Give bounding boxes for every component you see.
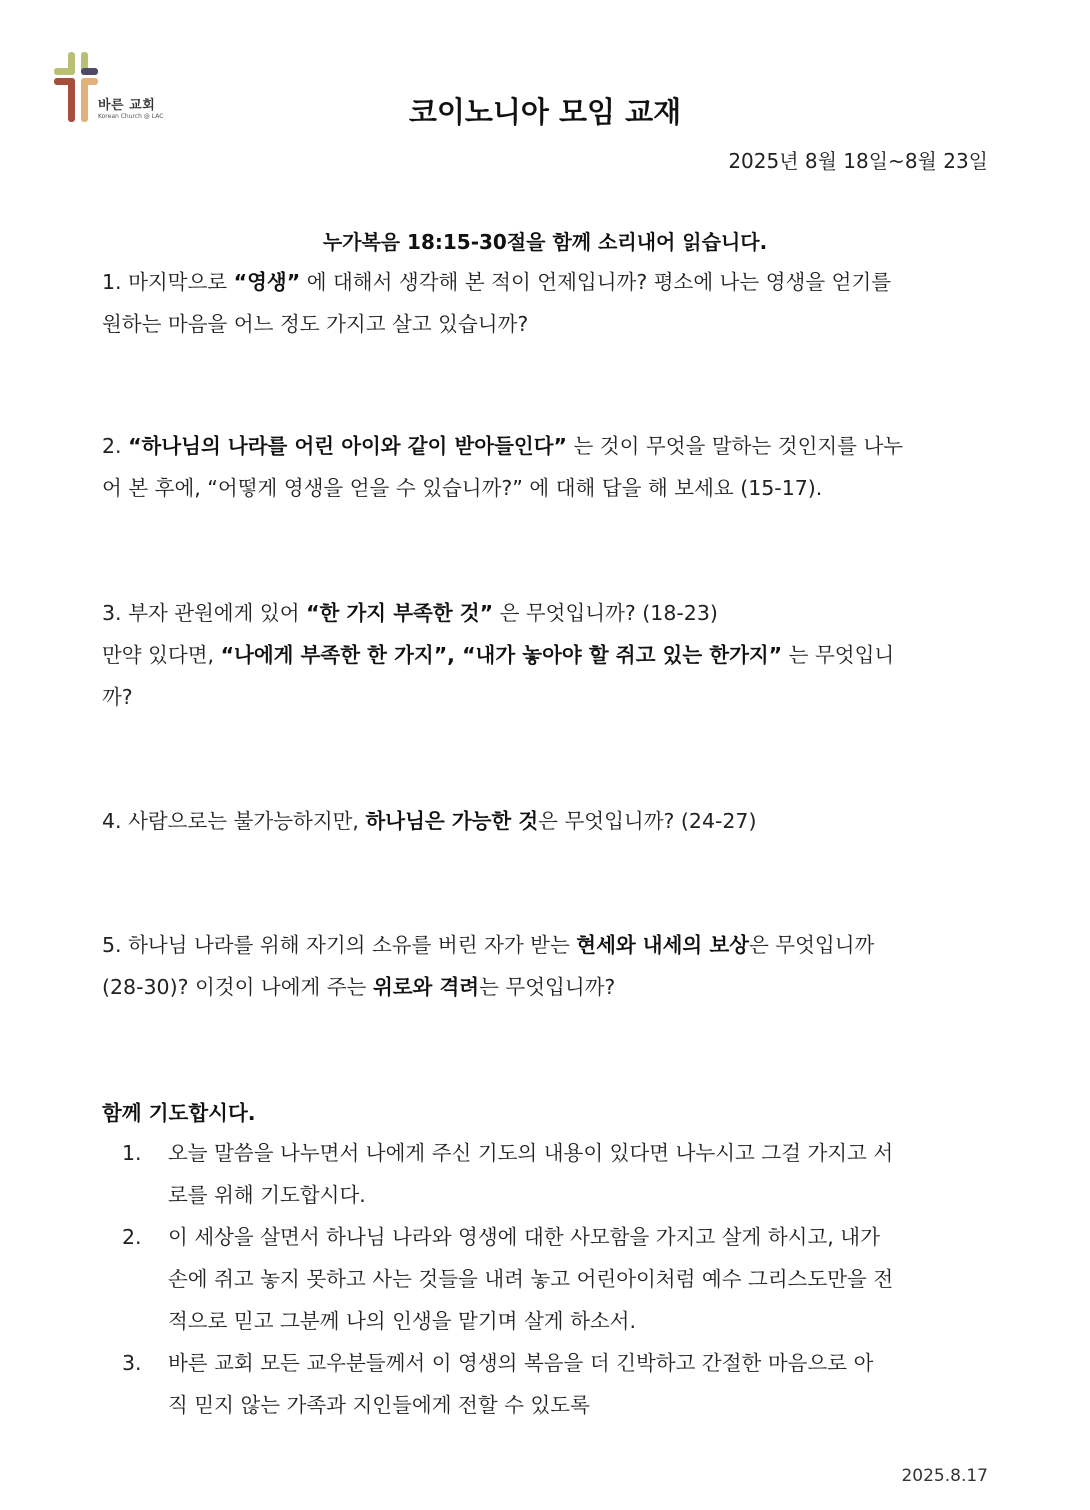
question-line (102, 425, 994, 467)
question-line (102, 676, 994, 718)
prayer-item-text (168, 1132, 994, 1216)
prayer-item-text (168, 1216, 994, 1342)
body-text: 은 무엇입니까 (748, 933, 875, 957)
question-line (102, 634, 994, 676)
prayer-line: 오늘 말씀을 나누면서 나에게 주신 기도의 내용이 있다면 나누시고 그걸 가지고 서 (168, 1141, 894, 1165)
question-line (102, 800, 994, 842)
prayer-line: 적으로 믿고 그분께 나의 인생을 맡기며 살게 하소서. (168, 1309, 636, 1333)
body-text: 는 무엇입니까? (479, 975, 616, 999)
body-text: 에 대해서 생각해 본 적이 언제입니까? 평소에 나는 영생을 얻기를 (300, 270, 892, 294)
body-text: 5. 하나님 나라를 위해 자기의 소유를 버린 자가 받는 (102, 933, 577, 957)
body-text: 어 본 후에, “어떻게 영생을 얻을 수 있습니까?” 에 대해 답을 해 보세요 (15-17). (102, 476, 823, 500)
body-text: 원하는 마음을 어느 정도 가지고 살고 있습니까? (102, 312, 529, 336)
body-text: 3. 부자 관원에게 있어 (102, 601, 307, 625)
logo-cross-bar (81, 68, 98, 75)
church-subtitle: Korean Church @ LAC (98, 113, 164, 120)
logo-cross-bar (54, 68, 75, 75)
footer-date: 2025.8.17 (901, 1466, 988, 1486)
prayer-line: 직 믿지 않는 가족과 지인들에게 전할 수 있도록 (168, 1393, 590, 1417)
emphasis-text: “하나님의 나라를 어린 아이와 같이 받아들인다” (128, 434, 567, 458)
question-line (102, 924, 994, 966)
body-text: (28-30)? 이것이 나에게 주는 (102, 975, 373, 999)
document-date: 2025년 8월 18일~8월 23일 (728, 149, 988, 173)
question-line (102, 261, 994, 303)
prayer-item-text (168, 1342, 994, 1426)
body-text: 은 무엇입니까? (18-23) (493, 601, 718, 625)
document-title: 코이노니아 모임 교재 (408, 95, 682, 129)
question-line (102, 303, 994, 345)
emphasis-text: 하나님은 가능한 것 (365, 809, 539, 833)
reading-instruction: 누가복음 18:15-30절을 함께 소리내어 읽습니다. (322, 230, 768, 254)
body-text: 2. (102, 434, 129, 458)
prayer-item-number: 1. (122, 1141, 142, 1165)
emphasis-text: “나에게 부족한 한 가지”, “내가 놓아야 할 쥐고 있는 한가지” (220, 643, 783, 667)
question-line (102, 467, 994, 509)
emphasis-text: “한 가지 부족한 것” (306, 601, 494, 625)
body-text: 는 것이 무엇을 말하는 것인지를 나누 (566, 434, 904, 458)
question-2 (102, 425, 994, 509)
body-text: 4. 사람으로는 불가능하지만, (102, 809, 366, 833)
emphasis-text: “영생” (233, 270, 301, 294)
body-text: 까? (102, 685, 133, 709)
body-text: 만약 있다면, (102, 643, 221, 667)
question-4 (102, 800, 994, 842)
church-name: 바른 교회 (98, 98, 156, 113)
question-1 (102, 261, 994, 345)
prayer-line: 손에 쥐고 놓지 못하고 사는 것들을 내려 놓고 어린아이처럼 예수 그리스도만을 전 (168, 1267, 894, 1291)
prayer-line: 로를 위해 기도합시다. (168, 1183, 366, 1207)
body-text: 은 무엇입니까? (24-27) (538, 809, 757, 833)
question-5 (102, 924, 994, 1008)
body-text: 는 무엇입니 (782, 643, 895, 667)
question-3 (102, 592, 994, 718)
prayer-item-number: 3. (122, 1351, 142, 1375)
question-line (102, 966, 994, 1008)
body-text: 1. 마지막으로 (102, 270, 234, 294)
question-line (102, 592, 994, 634)
prayer-line: 이 세상을 살면서 하나님 나라와 영생에 대한 사모함을 가지고 살게 하시고, 내가 (168, 1225, 880, 1249)
emphasis-text: 위로와 격려 (372, 975, 480, 999)
prayer-item-number: 2. (122, 1225, 142, 1249)
emphasis-text: 현세와 내세의 보상 (576, 933, 749, 957)
prayer-heading: 함께 기도합시다. (102, 1101, 256, 1125)
prayer-line: 바른 교회 모든 교우분들께서 이 영생의 복음을 더 긴박하고 간절한 마음으로 아 (168, 1351, 874, 1375)
